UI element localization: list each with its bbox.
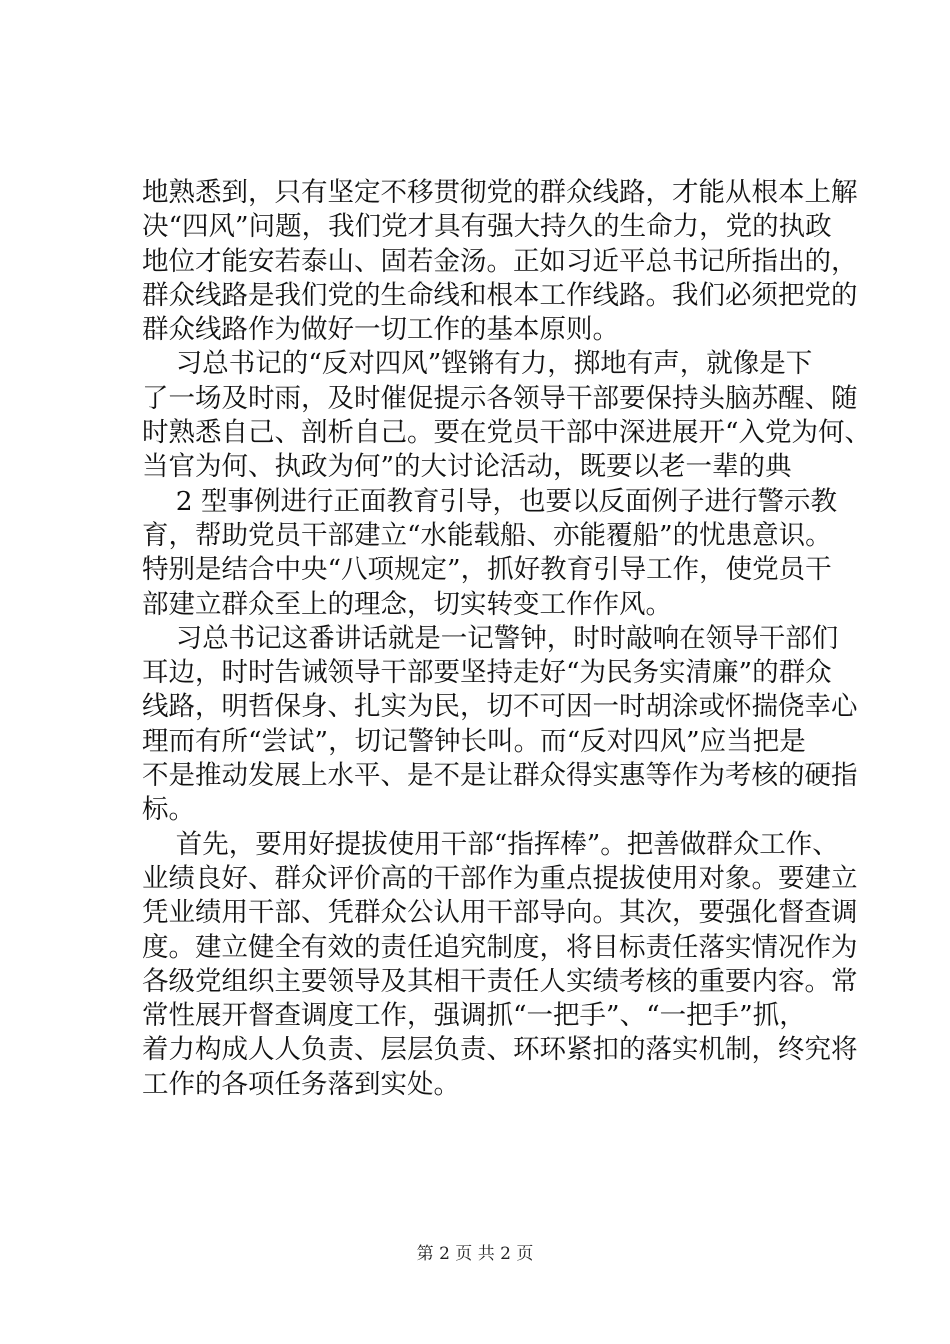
text-line: 习总书记这番讲话就是一记警钟，时时敲响在领导干部们 <box>142 622 839 654</box>
text-line: 理而有所“尝试”，切记警钟长叫。而“反对四风”应当把是 <box>142 725 806 757</box>
text-line: 育，帮助党员干部建立“水能载船、亦能覆船”的忧患意识。 <box>142 519 832 551</box>
text-line: 当官为何、执政为何”的大讨论活动，既要以老一辈的典 <box>142 451 792 483</box>
text-line: 度。建立健全有效的责任追究制度，将目标责任落实情况作为 <box>142 931 858 963</box>
text-line: 地熟悉到，只有坚定不移贯彻党的群众线路，才能从根本上解 <box>142 177 858 208</box>
text-line: 着力构成人人负责、层层负责、环环紧扣的落实机制，终究将 <box>142 1034 858 1066</box>
text-line: 不是推动发展上水平、是不是让群众得实惠等作为考核的硬指 <box>142 760 858 792</box>
text-line: 决“四风”问题，我们党才具有强大持久的生命力，党的执政 <box>142 211 832 243</box>
page-number: 第 2 页 共 2 页 <box>416 1244 534 1264</box>
text-line: 2 型事例进行正面教育引导，也要以反面例子进行警示教 <box>142 485 837 517</box>
text-line: 部建立群众至上的理念，切实转变工作作风。 <box>142 588 672 620</box>
text-line: 群众线路作为做好一切工作的基本原则。 <box>142 314 619 346</box>
text-line: 耳边，时时告诫领导干部要坚持走好“为民务实清廉”的群众 <box>142 657 832 689</box>
document-body <box>142 176 872 1102</box>
text-line: 凭业绩用干部、凭群众公认用干部导向。其次，要强化督查调 <box>142 897 858 929</box>
text-line: 首先，要用好提拔使用干部“指挥棒”。把善做群众工作、 <box>142 828 839 860</box>
page-footer <box>0 1243 950 1265</box>
text-line: 各级党组织主要领导及其相干责任人实绩考核的重要内容。常 <box>142 965 858 997</box>
text-line: 了一场及时雨，及时催促提示各领导干部要保持头脑苏醒、随 <box>142 382 858 414</box>
text-line: 特别是结合中央“八项规定”，抓好教育引导工作，使党员干 <box>142 554 832 586</box>
text-line: 工作的各项任务落到实处。 <box>142 1068 460 1100</box>
text-line: 地位才能安若泰山、固若金汤。正如习近平总书记所指出的， <box>142 245 858 277</box>
text-line: 常性展开督查调度工作，强调抓“一把手”、“一把手”抓， <box>142 1000 806 1032</box>
text-line: 习总书记的“反对四风”铿锵有力，掷地有声，就像是下 <box>142 348 813 380</box>
text-line: 时熟悉自己、剖析自己。要在党员干部中深进展开“入党为何、 <box>142 417 872 449</box>
text-line: 线路，明哲保身、扎实为民，切不可因一时胡涂或怀揣侥幸心 <box>142 691 858 723</box>
text-line: 业绩良好、群众评价高的干部作为重点提拔使用对象。要建立 <box>142 862 858 894</box>
text-line: 标。 <box>142 794 195 826</box>
text-line: 群众线路是我们党的生命线和根本工作线路。我们必须把党的 <box>142 279 858 311</box>
